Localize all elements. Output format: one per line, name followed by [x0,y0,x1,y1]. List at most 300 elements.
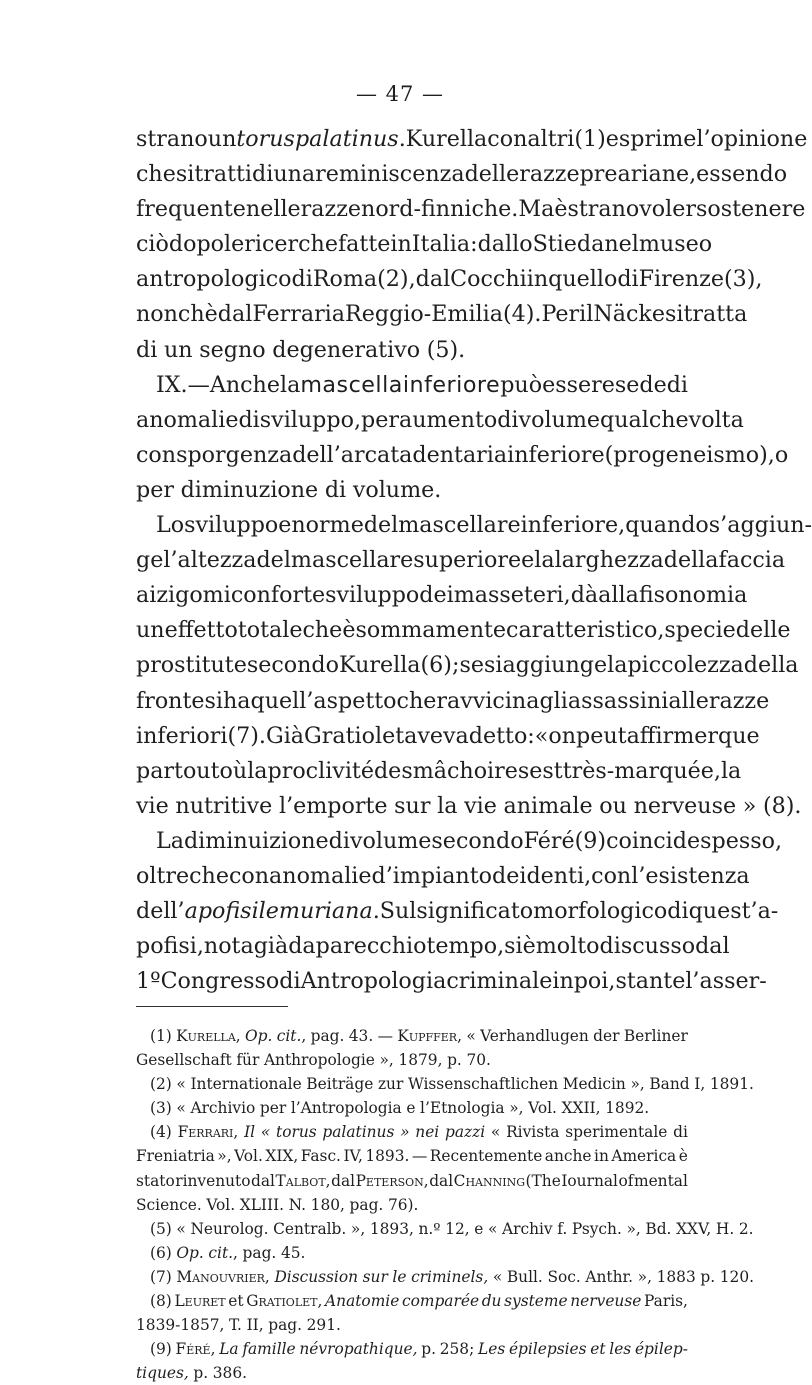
word: — [377,1027,393,1045]
word: (7) [150,1267,172,1286]
word: pag. [242,1243,277,1262]
word: très-marquée, [562,757,721,784]
word: Manouvrier, [176,1267,270,1286]
word: 45. [280,1243,306,1262]
word: fisonomia [638,582,748,609]
word: dell’arcata [292,441,413,468]
word: 258; [439,1340,475,1359]
word: effetto [164,617,238,644]
word: quest’a- [688,898,779,925]
word: di [666,371,689,398]
word: Bull. [506,1267,543,1286]
word: 1839-1857, [136,1316,225,1335]
word: dal [331,1171,356,1190]
word: est [529,757,563,784]
word: cit., [208,1243,238,1262]
word: s’aggiun- [708,512,812,539]
word: masseteri, [453,582,571,609]
word: La [156,827,184,854]
word: Näcke [593,301,665,328]
word: enorme [278,512,364,539]
word: Soc. [547,1267,581,1286]
footnote-divider [136,1006,288,1007]
word: l’Etnologia [420,1099,505,1118]
word: totale [237,617,303,644]
word: H. [715,1219,735,1238]
word: gli [539,687,568,714]
word: alle [668,687,709,714]
word: volume [518,406,600,433]
word: assassini [567,687,669,714]
word: razze [300,196,362,223]
word: mascellare [290,547,414,574]
word: aggiunge [502,652,608,679]
word: Band [649,1075,690,1094]
word: secondo [246,652,339,679]
word: mascella [300,371,403,398]
word: nel [604,231,639,258]
word: 1893. [365,1147,410,1166]
word: dentaria [412,441,508,468]
word: di [279,968,301,995]
word: (6); [420,652,460,679]
word: (2), [377,266,416,293]
word: Italia: [411,231,478,258]
word: Leuret [174,1292,226,1311]
footnotes [136,1024,755,1385]
word: (The [525,1171,561,1190]
footnote-line [136,1072,754,1096]
word: p. [700,1267,716,1286]
word: frequente [136,196,246,223]
footnote-line [136,1241,688,1265]
word: superiore [413,547,522,574]
footnote-line [136,1265,755,1289]
word: (4) [150,1123,172,1142]
word: affirmer [626,722,719,749]
word: et [590,1340,606,1359]
word: rinvenuto [175,1171,251,1190]
word: anomalie [269,862,372,889]
word: Ma [518,196,555,223]
word: 120. [719,1267,755,1286]
word: con [487,126,528,152]
word: di [667,898,689,925]
word: di [291,266,313,293]
word: 70. [466,1051,491,1070]
word: « [176,1099,186,1118]
word: sviluppo [325,582,420,609]
word: strano [567,196,640,223]
text-line [136,964,767,999]
word: quello [548,266,618,293]
word: « [260,1123,271,1142]
word: ge [136,547,164,574]
word: 2. [738,1219,754,1238]
word: — [187,371,210,398]
word: museo [638,231,713,258]
word: segno [199,336,266,363]
word: (progeneismo), [604,441,775,468]
word: Già [265,722,305,749]
word: », [509,1099,524,1118]
word: I, [694,1075,706,1094]
word: vie [136,792,169,819]
word: significato [416,898,534,925]
word: XXII, [561,1099,601,1118]
word: Kurella [338,652,421,679]
text-line [136,648,799,683]
word: pag. [349,1195,384,1214]
word: inferiore [402,371,501,398]
word: specie [664,617,736,644]
text-line [136,333,688,368]
word: discusso [599,933,696,960]
word: l’Antropologia [290,1099,402,1118]
word: da [288,933,316,960]
word: Science. [136,1195,202,1214]
word: Op. [245,1027,273,1045]
text-line [136,824,783,859]
word: Gratiolet [304,722,405,749]
word: la [247,757,268,784]
word: 1893, [369,1219,414,1238]
word: sperimentale [565,1123,668,1142]
word: parecchio [315,933,427,960]
word: (5). [426,336,466,363]
word: di [673,1123,688,1142]
text-line [136,578,748,613]
word: l’emporte [278,792,388,819]
word: ou [599,792,627,819]
word: 12, [445,1219,470,1238]
word: XLIII. [239,1195,285,1214]
word: nei [415,1123,440,1142]
word: (9) [150,1340,172,1359]
word: (8). [763,792,802,819]
word: in [552,968,574,995]
word: che [189,862,229,889]
word: Beiträge [306,1075,374,1094]
word: dell’apofisi [136,898,259,925]
word: coincide [606,827,701,854]
word: tratti [194,161,253,188]
word: diminuizione [183,827,329,854]
word: è [554,196,568,223]
word: Stieda [532,231,605,258]
word: in [594,1147,609,1166]
word: Féré [523,827,575,854]
footnote-line [136,1024,688,1048]
footnote-line [136,1096,688,1120]
word: tiques, [136,1364,189,1383]
word: « [176,1219,186,1238]
word: zigomi [156,582,231,609]
text-line [136,262,763,297]
word: per [136,476,174,503]
word: Firenze [638,266,724,293]
word: faccia [718,547,786,574]
word: », [379,1051,394,1070]
word: Vol. [234,1147,263,1166]
word: ravvicina [436,687,540,714]
word: Iournal [561,1171,618,1190]
word: XXV, [676,1219,712,1238]
word: Anthropologie [263,1051,375,1070]
word: « [466,1027,476,1045]
word: « [487,1219,498,1238]
word: con [136,441,177,468]
word: voler [639,196,696,223]
word: N. [288,1195,307,1214]
word: II, [246,1316,264,1335]
text-line [136,929,730,964]
word: Rivista [506,1123,560,1142]
word: poi, [573,968,616,995]
word: », [626,1219,641,1238]
word: lemuriana. [258,898,380,925]
word: Psych. [571,1219,622,1238]
word: Gratiolet, [246,1292,323,1311]
word: può [500,371,543,398]
word: per [259,1099,287,1118]
word: esprime [605,126,697,152]
word: 1883 [656,1267,696,1286]
text-line [136,859,750,894]
word: forte [270,582,326,609]
word: l’esistenza [631,862,750,889]
word: ha [223,687,251,714]
word: cit., [276,1027,307,1045]
text-line [136,543,786,578]
text-line [136,613,791,648]
word: où [219,757,248,784]
word: p. [193,1364,209,1383]
text-line [136,473,688,508]
word: Freniatria [136,1147,215,1166]
word: sede [614,371,667,398]
word: Fasc. [300,1147,341,1166]
word: « [492,1267,503,1286]
word: che [396,687,437,714]
word: essendo [696,161,788,188]
word: palatinus. [294,126,406,152]
footnote-line [136,1313,688,1337]
word: Archiv [502,1219,553,1238]
word: diminuzione [180,476,319,503]
word: Paris, [644,1292,688,1311]
word: p. [447,1051,462,1070]
word: sommamente [355,617,507,644]
word: Recentemente [429,1147,543,1166]
word: l’altezza [163,547,257,574]
word: (1) [150,1027,172,1045]
word: IX. [156,371,188,398]
word: larghezza [554,547,664,574]
word: Ferrari [252,301,332,328]
word: strano [136,126,208,152]
word: dal [251,1171,275,1190]
word: pazzi [444,1123,486,1142]
word: e [406,1099,416,1118]
word: p. [421,1340,436,1359]
word: l’opinione [696,126,808,152]
word: (8) [150,1292,172,1311]
word: che [136,161,176,188]
word: Neurolog. [190,1219,269,1238]
word: 76). [387,1195,419,1214]
word: Anatomie [325,1292,400,1311]
word: un [163,336,193,363]
word: ai [136,582,157,609]
text-line [136,403,744,438]
word: anomalie [136,406,239,433]
word: antropologico [136,266,292,293]
word: aveva [404,722,469,749]
word: del [256,547,291,574]
text-line [136,157,788,192]
word: spesso, [700,827,783,854]
word: la [534,547,555,574]
word: si [665,301,684,328]
word: si [504,933,523,960]
footnote-line [136,1361,688,1385]
word: 386. [212,1364,248,1383]
word: torus [236,126,295,152]
word: si [483,652,503,679]
text-line [136,508,812,543]
word: Les [478,1340,506,1359]
word: le [224,231,245,258]
word: di [617,266,639,293]
word: (3), [723,266,763,293]
word: delle [464,161,520,188]
word: pag. [268,1316,303,1335]
word: qualche [600,406,689,433]
word: et [228,1292,244,1311]
word: Talbot, [275,1171,331,1190]
word: nutritive [175,792,273,819]
word: una [273,161,316,188]
word: épilepsies [508,1340,587,1359]
footnote-line [136,1048,688,1072]
word: dallo [477,231,533,258]
word: fatte [337,231,391,258]
word: denti, [526,862,592,889]
word: dal [429,1171,454,1190]
word: dal [217,301,253,328]
word: sostenere [695,196,806,223]
word: di [328,827,350,854]
footnote-line [136,1337,688,1361]
word: dal [695,933,730,960]
word: le [392,1267,407,1286]
word: IV, [343,1147,363,1166]
text-line [136,684,770,719]
word: essere [542,371,615,398]
word: », [630,1075,645,1094]
word: Peterson, [355,1171,429,1190]
word: für [236,1051,260,1070]
word: pag. [310,1027,345,1045]
word: quando [625,512,709,539]
word: quell’aspetto [250,687,397,714]
word: la [607,652,628,679]
word: dei [419,582,454,609]
word: nerveuse [633,792,737,819]
word: nelle [245,196,301,223]
word: Anche [209,371,280,398]
text-line [136,122,808,157]
word: America [611,1147,677,1166]
word: Channing [453,1171,525,1190]
word: vie [464,792,497,819]
word: alla [598,582,639,609]
text-line [136,297,748,332]
word: on [548,722,577,749]
word: inferiori [136,722,228,749]
text-line [136,719,760,754]
word: mental [633,1171,688,1190]
word: (4). [502,301,542,328]
word: Verhandlugen [480,1027,589,1045]
word: si [204,687,223,714]
word: la [720,757,742,784]
word: volta [688,406,744,433]
word: Vol. [528,1099,557,1118]
word: » [400,1123,410,1142]
word: der [593,1027,620,1045]
word: Per [541,301,580,328]
word: Roma [312,266,378,293]
word: mascellare [398,512,521,539]
text-line [136,894,779,929]
word: con [230,582,271,609]
word: du [481,1292,502,1311]
word: caratteristico, [506,617,665,644]
word: è [522,933,536,960]
word: volume. [352,476,442,503]
word: », [637,1267,652,1286]
word: Antropologia [300,968,447,995]
word: ciò [136,231,169,258]
word: secondo [431,827,524,854]
word: T. [229,1316,242,1335]
word: sviluppo, [259,406,362,433]
word: nota [203,933,254,960]
word: razze [708,687,770,714]
word: des [373,757,413,784]
word: famille [242,1340,296,1359]
text-line [136,754,742,789]
word: tratta [683,301,748,328]
word: « [490,1123,501,1142]
text-line [136,192,806,227]
word: criminels, [411,1267,489,1286]
word: 291. [306,1316,341,1335]
main-text [136,122,812,999]
word: altri [527,126,575,152]
word: o [774,441,789,468]
word: torus [276,1123,317,1142]
word: molto [535,933,600,960]
word: e [474,1219,484,1238]
word: partout [136,757,220,784]
word: degenerativo [272,336,421,363]
word: La [219,1340,239,1359]
word: (3) [150,1099,172,1118]
word: mâchoires [412,757,530,784]
